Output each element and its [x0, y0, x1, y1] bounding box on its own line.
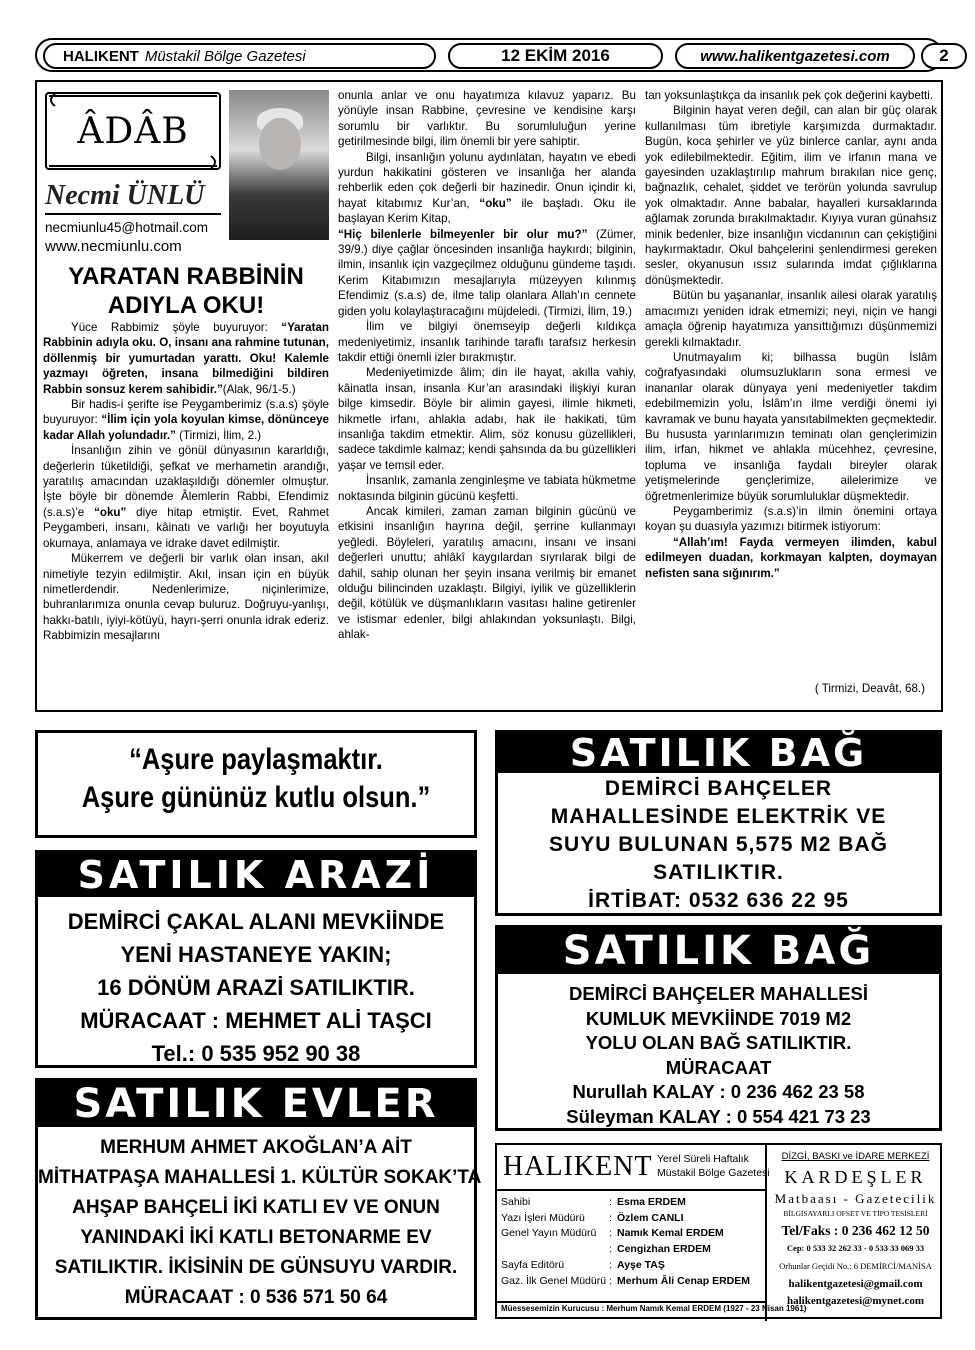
paragraph: Peygamberimiz (s.a.s)’in ilmin önemini ortaya koyan şu duasıyla yazımızı bitirmek istiyorum: [645, 504, 937, 534]
ad-line: YOLU OLAN BAĞ SATILIKTIR. [585, 1032, 852, 1053]
article-column-3 [645, 88, 937, 581]
ad-arazi-body [38, 905, 474, 1070]
citation: ( Tirmizi, Deavât, 68.) [814, 682, 925, 695]
ad-line: MÜRACAAT : 0 536 571 50 64 [124, 1287, 388, 1308]
staff-row: : Cengizhan ERDEM [609, 1243, 711, 1256]
paper-subtitle: Müstakil Bölge Gazetesi [144, 47, 306, 65]
ad-line: SUYU BULUNAN 5,575 M2 BAĞ [549, 833, 888, 856]
print-telfax: Tel/Faks : 0 236 462 12 50 [781, 1223, 930, 1238]
print-sub2: BİLGİSAYARLI OFSET VE TİPO TESİSLERİ [783, 1209, 928, 1218]
ad-bag-1-body [498, 775, 939, 915]
masthead [495, 1143, 942, 1319]
author-divider [45, 213, 221, 215]
paragraph: Medeniyetimizde âlim; din ile hayat, akılla vahiy, kâinatla insan, insanla Kur’an arasındaki ilişkiyi kuran bilge kimsedir. Böyle bir alimin gayesi, ilimle hikmeti, hikmetle irfanı, ahlakla adabı, hak ile hakikati, tüm insanlığa takdim etmektir. Alim, söz konusu güzellikleri, sadece takdimle kalmaz; kendi şahsında da bu güzellikleri yaşar ve temsil eder. [338, 366, 636, 472]
ad-evler-body [38, 1133, 482, 1313]
staff-row: Sahibi : Esma ERDEM [501, 1196, 686, 1208]
paper-name: HALIKENT [63, 47, 139, 65]
paragraph: Unutmayalım ki; bilhassa bugün İslâm coğrafyasındaki olumsuzlukların sona ermesi ve inananlar olarak dünyaya yeni medeniyetler takdim edebilmemizin yolu, İslâm’ın ilme verdiği önemi iyi kavramak ve bunu hayata yansıtabilmekten geçmektedir. Bu hususta yarınlarımızın teminatı olan gençlerimizin ilim, irfan, hikmet ve ahlakla mücehhez, çevresine, topluma ve insanlığa faydalı bireyler olarak yetişmelerinde gençlerimize, ailelerimize ve öğretmenlerimize büyük sorumluluklar düşmektedir. [645, 350, 937, 503]
staff-list [501, 1195, 763, 1289]
ad-line: YANINDAKİ İKİ KATLI BETONARME EV [80, 1227, 432, 1248]
paragraph: Ancak kimileri, zaman zaman bilginin gücünü ve etkisini insanlığın hayrına değil, şerrine kullanmayı yeğledi. Böyleleri, yaratılış amacını, insanı ve insani değerleri unuttu; ahlâkî kaygılardan sıyrılarak bilgi de dahil, sahip olunan her şeyin insana verilmiş bir emanet olduğu bilincinden uzaklaştı. Bilgiyi, iyilik ve güzelliklerin değil, kötülük ve düşmanlıkların vasıtası haline getirenler ve istismar edenler, bilgi ahlakından yoksunlaştı. Bilgi, ahlak- [338, 504, 636, 642]
ad-line: MİTHATPAŞA MAHALLESİ 1. KÜLTÜR SOKAK’TA [38, 1167, 482, 1188]
ad-bag-2-header: SATILIK BAĞ [498, 928, 939, 974]
ad-line: YENİ HASTANEYE YAKIN; [120, 942, 392, 967]
article-title: YARATAN RABBİNİN ADIYLA OKU! [68, 263, 304, 319]
masthead-tag1: Yerel Süreli Haftalık [657, 1153, 749, 1165]
author-email[interactable]: necmiunlu45@hotmail.com [45, 220, 209, 235]
print-cep: Cep: 0 533 32 262 33 - 0 533 33 069 33 [786, 1243, 925, 1253]
founder-line: Müessesemizin Kurucusu : Merhum Namık Kemal ERDEM (1927 - 23 Nisan 1961) [501, 1304, 807, 1313]
staff-row: Genel Yayın Müdürü : Namık Kemal ERDEM [501, 1227, 724, 1240]
ad-line: MERHUM AHMET AKOĞLAN’A AİT [100, 1137, 412, 1158]
paragraph: İnsanlığın zihin ve gönül dünyasının kararldığı, değerlerin tüketildiği, şefkat ve merhametin arandığı, yaratılış amacından uzaklaşıldığı dönemler olmuştur. İşte böyle bir dönemde Âlemlerin Rabbi, Efendimiz (s.a.s)’e “oku” diye hitap etmiştir. Evet, Rahmet Peygamberi, insanı, kâinatı ve varlığı her boyutuyla okumaya, anlamaya ve idrake davet edilmiştir. [43, 444, 329, 550]
ad-line: DEMİRCİ BAHÇELER [604, 777, 833, 800]
paragraph: tan yoksunlaştıkça da insanlık pek çok değerini kaybetti. [645, 89, 934, 102]
paragraph: İnsanlık, zamanla zenginleşme ve tabiata hükmetme noktasında bilginin gücünü keşfetti. [338, 474, 636, 503]
ad-line: DEMİRCİ ÇAKAL ALANI MEVKİİNDE [67, 909, 445, 934]
paragraph: Bilginin hayat veren değil, can alan bir güç olarak kullanılması tüm ibretiyle karşımızda durmaktadır. Bugün, koca şehirler ve yüz binlerce canlar, aynı anda yok edilebilmektedir. Eğitim, ilim ve irfanın mana ve gayesinden uzaklaştırılıp mahrum bırakılan nice genç, bağnazlık, cehalet, şiddet ve terörün yolunda savrulup yok olmaktadır. Anne babalar, hayalleri kursaklarında ağlamak zorunda bırakılmaktadır. Kıyıya vuran günahsız minik bedenler, bize insanlığın vicdanının can çekiştiğini haykırmaktadır. Okul bahçelerini şenlendirmesi gereken sesler, okyanusun ıssız sularında imdat çığlıklarına dönüşmektedir. [645, 104, 937, 287]
staff-row: Yazı İşleri Müdürü : Özlem CANLI [501, 1211, 684, 1224]
masthead-tag2: Müstakil Bölge Gazetesi [657, 1167, 770, 1179]
print-name: KARDEŞLER [784, 1167, 927, 1187]
paragraph: Yüce Rabbimiz şöyle buyuruyor: “Yaratan Rabbinin adıyla oku. O, insanı ana rahmine tutunan, döllenmiş bir yumurtadan yarattı. Oku! Kalemle yazmayı öğreten, insana bilmediğini bildiren Rabbin sonsuz kerem sahibidir.”(Alak, 96/1-5.) [43, 321, 329, 396]
ad-bag-1 [495, 730, 942, 916]
ad-evler-header: SATILIK EVLER [38, 1081, 474, 1127]
print-sub: Matbaası - Gazetecilik [774, 1191, 937, 1206]
ad-line: MAHALLESİNDE ELEKTRİK VE [550, 805, 887, 828]
ad-evler [35, 1078, 482, 1320]
ad-line: MÜRACAAT [665, 1056, 772, 1078]
print-mail1[interactable]: halikentgazetesi@gmail.com [788, 1278, 923, 1290]
print-head: DİZGİ, BASKI ve İDARE MERKEZİ [781, 1151, 930, 1162]
print-address: Orhunlar Geçidi No.: 6 DEMİRCİ/MANİSA [779, 1261, 932, 1271]
paragraph: onunla anlar ve onu hayatımıza kılavuz yaparız. Bu yönüyle insan Rabbine, çevresine ve kendisine karşı sorumlu bir varlıktır. Bu sorumluluğun yerine getirilmesinde bilgi, ilim önemli bir yere sahiptir. [338, 89, 636, 149]
paper-name-pill [43, 43, 436, 69]
article-column-1 [43, 320, 329, 644]
column-logo [45, 92, 221, 170]
paragraph: Bilgi, insanlığın yolunu aydınlatan, hayatın ve ebedi yurdun hakikatini gösteren ve insanlığa her alanda rehberlik eden çok değerli bir hazinedir. Onun içindir ki, hayat kitabımız Kur’an, “oku” ile başladı. Oku ile başlayan Kerim Kitap, [338, 150, 637, 226]
ad-bag-1-header: SATILIK BAĞ [498, 733, 939, 773]
ad-line: SATILIKTIR. [653, 861, 784, 884]
ad-line: İRTİBAT: 0532 636 22 95 [588, 889, 849, 912]
paragraph: Bütün bu yaşananlar, insanlık ailesi olarak yaratılış amacımızı yeniden idrak etmemizi; neyi, niçin ve hangi amaçla öğrenip hayatımıza yansıttığımızı düşünmemizi gerekli kılmaktadır. [645, 289, 937, 349]
ad-arazi [35, 850, 477, 1068]
paragraph: “Allah’ım! Fayda vermeyen ilimden, kabul edilmeyen duadan, korkmayan kalpten, doymayan nefisten sana sığınırım.” [645, 535, 937, 580]
ad-line: SATILIKTIR. İKİSİNİN DE GÜNSUYU VARDIR. [54, 1257, 458, 1278]
ad-arazi-header: SATILIK ARAZİ [38, 853, 474, 897]
ad-line: Tel.: 0 535 952 90 38 [151, 1041, 361, 1066]
ad-line: AHŞAP BAHÇELİ İKİ KATLI EV VE ONUN [72, 1197, 440, 1218]
author-name: Necmi ÜNLÜ [45, 180, 205, 211]
paragraph: Bir hadis-i şerifte ise Peygamberimiz (s.a.s) şöyle buyuruyor: “İlim için yola koyulan kimse, dönünceye kadar Allah yolundadır.” (Tirmizi, İlim, 2.) [43, 398, 330, 442]
ad-line: DEMİRCİ BAHÇELER MAHALLESİ [568, 983, 869, 1004]
masthead-name: HALIKENT [503, 1151, 653, 1182]
page-header [35, 38, 949, 72]
ad-line: Süleyman KALAY : 0 554 421 73 23 [566, 1105, 871, 1127]
issue-date: 12 EKİM 2016 [448, 43, 663, 69]
paragraph: “Hiç bilenlerle bilmeyenler bir olur mu?” (Zümer, 39/9.) diye çağlar öncesinden insanlığa haykırdı; bilginin, ilmin, insanlık için vazgeçilmez olduğunu gündeme taşıdı. Kerim Kitabımızın mesajlarıyla müzeyyen kılınmış Efendimiz (s.a.s) de, ilme talip olanlara Allah’ın cennete giden yolu kolaylaştıracağını müjdeledi. (Tirmizi, İlim, 19.) [338, 227, 636, 318]
article-box [35, 80, 943, 712]
ashura-line-1: “Aşure paylaşmaktır. [129, 743, 383, 776]
print-mail2[interactable]: halikentgazetesi@mynet.com [786, 1295, 924, 1307]
staff-row: Sayfa Editörü : Ayşe TAŞ [501, 1258, 665, 1271]
page-number: 2 [921, 43, 967, 69]
paragraph: Mükerrem ve değerli bir varlık olan insan, akıl nimetiyle tezyin edilmiştir. Akıl, insan için en büyük nimetlerdendir. Nedenlerimize, niçinlerimize, buhranlarımıza onunla cevap buluruz. Doğruyu-yanlışı, hakkı-batılı, iyiyi-kötüyü, hayrı-şerri onunla idrak ederiz. Rabbimizin mesajlarını [43, 552, 329, 643]
author-photo [229, 90, 329, 240]
ad-bag-2 [495, 925, 942, 1131]
article-column-2 [338, 88, 636, 643]
author-website[interactable]: www.necmiunlu.com [45, 238, 182, 255]
ashura-box [35, 730, 477, 838]
ad-line: MÜRACAAT : MEHMET ALİ TAŞCI [80, 1008, 432, 1033]
paragraph: İlim ve bilgiyi önemseyip değerli kıldıkça medeniyetimiz, insanlık tarihinde taraflı tarafsız herkesin takdir ettiği önemli izler bırakmıştır. [338, 320, 636, 364]
ashura-line-2: Aşure gününüz kutlu olsun.” [81, 781, 431, 814]
ad-line: KUMLUK MEVKİİNDE 7019 M2 [585, 1007, 852, 1029]
ad-line: 16 DÖNÜM ARAZİ SATILIKTIR. [97, 975, 415, 1000]
staff-row: Gaz. İlk Genel Müdürü : Merhum Âli Cenap ERDEM [501, 1274, 751, 1287]
column-name: ÂDÂB [77, 110, 189, 152]
website-link[interactable]: www.halikentgazetesi.com [675, 43, 915, 69]
ad-bag-2-body [498, 982, 939, 1129]
ad-line: Nurullah KALAY : 0 236 462 23 58 [572, 1081, 865, 1102]
